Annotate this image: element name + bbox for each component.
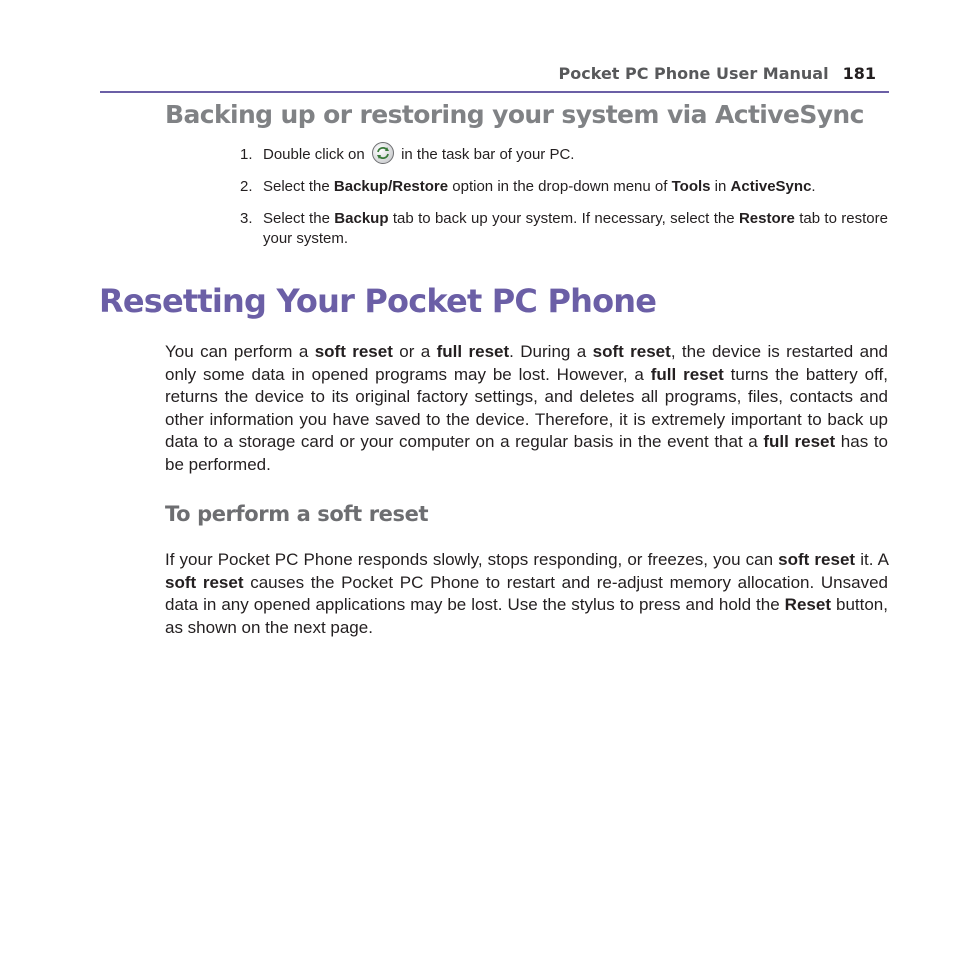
manual-title: Pocket PC Phone User Manual bbox=[558, 64, 829, 83]
text-run: . During a bbox=[509, 342, 587, 361]
soft-reset-term: soft reset bbox=[778, 550, 856, 569]
step-number: 2. bbox=[240, 178, 253, 195]
backup-restore-term: Backup/Restore bbox=[333, 178, 449, 195]
page-header bbox=[559, 64, 876, 83]
soft-reset-paragraph bbox=[165, 549, 888, 639]
step-number: 1. bbox=[240, 146, 253, 163]
full-reset-term: full reset bbox=[763, 432, 836, 451]
page-number: 181 bbox=[842, 64, 876, 83]
step-1 bbox=[240, 145, 888, 165]
header-divider bbox=[100, 91, 889, 93]
backup-term: Backup bbox=[334, 210, 389, 227]
reset-heading: Resetting Your Pocket PC Phone bbox=[99, 282, 657, 320]
activesync-heading: Backing up or restoring your system via ActiveSync bbox=[165, 100, 864, 129]
step-text: tab to back up your system. If necessary, select the bbox=[392, 210, 735, 227]
text-run: button, as shown on the next page. bbox=[165, 595, 888, 637]
activesync-term: ActiveSync bbox=[730, 178, 812, 195]
step-text: in bbox=[714, 178, 727, 195]
text-run: causes the Pocket PC Phone to restart and re-adjust memory allocation. Unsaved data in any opened applications may be lost. Use the stylus to press and hold the bbox=[165, 572, 888, 614]
step-text: in the task bar of your PC. bbox=[401, 146, 575, 163]
text-run: it. A bbox=[860, 550, 888, 569]
step-text: Select the bbox=[263, 210, 330, 227]
reset-button-term: Reset bbox=[784, 595, 831, 614]
step-text: tab to restore your system. bbox=[263, 210, 888, 247]
soft-reset-heading: To perform a soft reset bbox=[165, 502, 429, 526]
text-run: If your Pocket PC Phone responds slowly, stops responding, or freezes, you can bbox=[165, 550, 774, 569]
restore-term: Restore bbox=[738, 210, 795, 227]
soft-reset-term: soft reset bbox=[592, 342, 671, 361]
step-text: Select the bbox=[263, 178, 330, 195]
step-2 bbox=[240, 177, 888, 197]
text-run: turns the battery off, returns the device to its original factory settings, and deletes all programs, files, contacts and other information you have saved to the device. Therefore, it is extremely important to back up data to a storage card or your computer on a regular basis in the event that a bbox=[165, 364, 888, 451]
step-number: 3. bbox=[240, 210, 253, 227]
reset-intro-paragraph bbox=[165, 341, 888, 476]
step-text: . bbox=[811, 178, 816, 195]
soft-reset-term: soft reset bbox=[165, 572, 244, 592]
step-3 bbox=[240, 209, 888, 249]
activesync-icon bbox=[372, 142, 394, 164]
step-text: Double click on bbox=[263, 146, 365, 163]
text-run: has to be performed. bbox=[165, 432, 888, 474]
text-run: You can perform a bbox=[165, 342, 309, 361]
text-run: or a bbox=[399, 342, 431, 361]
soft-reset-term: soft reset bbox=[314, 342, 393, 361]
text-run: , the device is restarted and only some data in opened programs may be lost. However, a bbox=[165, 342, 888, 384]
tools-term: Tools bbox=[671, 178, 711, 195]
step-text: option in the drop-down menu of bbox=[452, 178, 668, 195]
full-reset-term: full reset bbox=[436, 342, 510, 361]
full-reset-term: full reset bbox=[650, 364, 724, 384]
activesync-steps bbox=[240, 145, 888, 261]
